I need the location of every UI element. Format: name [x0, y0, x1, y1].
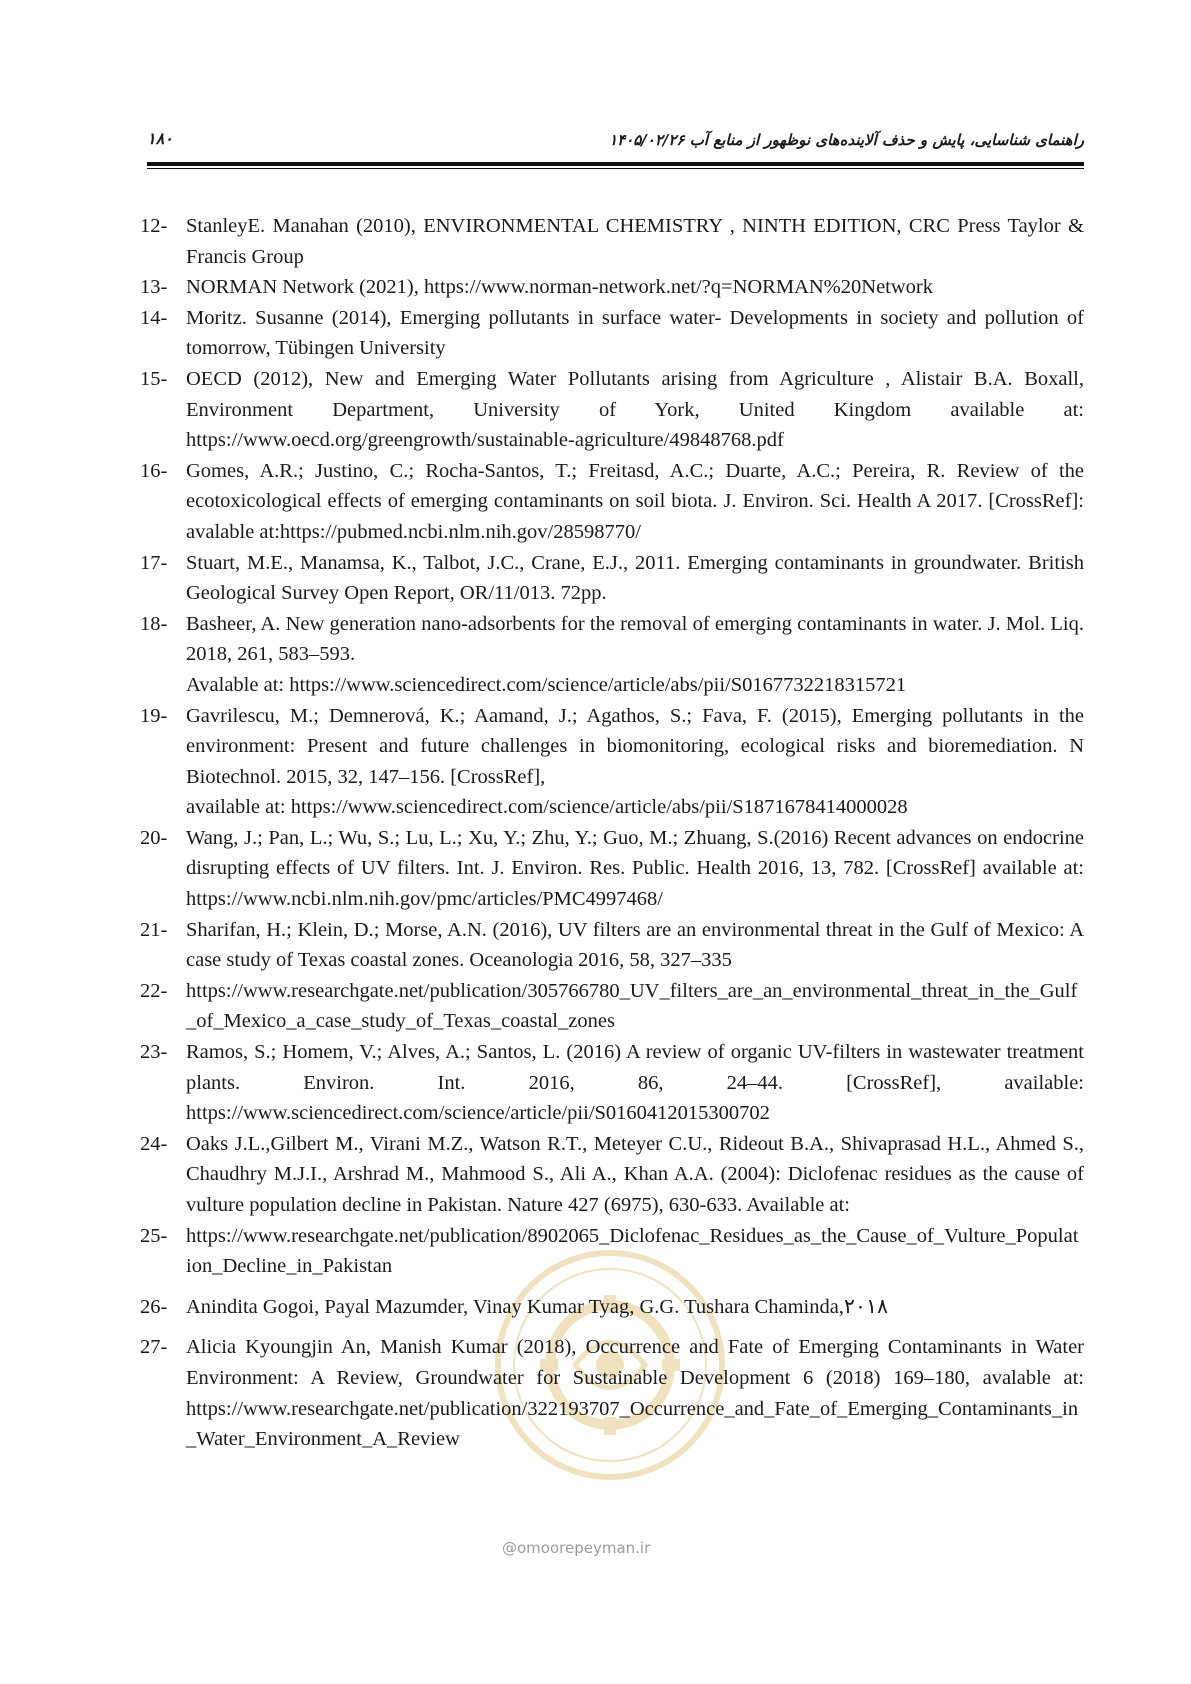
reference-item — [140, 609, 1084, 701]
reference-text: StanleyE. Manahan (2010), ENVIRONMENTAL CHEMISTRY , NINTH EDITION, CRC Press Taylor & Francis Group — [186, 215, 1084, 268]
reference-number: 24- — [140, 1132, 168, 1155]
reference-number: 23- — [140, 1041, 168, 1064]
reference-text: Basheer, A. New generation nano-adsorbents for the removal of emerging contaminants in water. J. Mol. Liq. 2018, 261, 583–593. — [186, 612, 1084, 666]
reference-item — [140, 303, 1084, 364]
reference-item — [140, 1129, 1084, 1221]
reference-number: 17- — [140, 551, 168, 574]
reference-text: Sharifan, H.; Klein, D.; Morse, A.N. (2016), UV filters are an environmental threat in the Gulf of Mexico: A case study of Texas coastal zones. Oceanologia 2016, 58, 327–335 — [186, 918, 1084, 972]
reference-number: 22- — [140, 979, 168, 1002]
reference-link: Avalable at: https://www.sciencedirect.com/science/article/abs/pii/S0167732218315721 — [186, 673, 907, 696]
reference-number: 16- — [140, 459, 168, 482]
header-rule-thick — [147, 162, 1084, 166]
page-header — [147, 125, 1084, 155]
reference-item — [140, 1037, 1084, 1129]
reference-list — [140, 211, 1084, 1465]
reference-item — [140, 915, 1084, 976]
reference-item — [140, 1221, 1084, 1282]
reference-number: 14- — [140, 306, 168, 329]
reference-text: Stuart, M.E., Manamsa, K., Talbot, J.C., Crane, E.J., 2011. Emerging contaminants in groundwater. British Geological Survey Open Report, OR/11/013. 72pp. — [186, 551, 1084, 605]
reference-item — [140, 701, 1084, 823]
reference-text: Gomes, A.R.; Justino, C.; Rocha-Santos, T.; Freitasd, A.C.; Duarte, A.C.; Pereira, R. Review of the ecotoxicological effects of emerging contaminants on soil biota. J. Environ. Sci. Health A 2017. [CrossRef]: avalable at:https://pubmed.ncbi.nlm.nih.gov/28598770/ — [186, 459, 1084, 543]
reference-item — [140, 1292, 1084, 1323]
reference-item — [140, 1332, 1084, 1454]
reference-item — [140, 456, 1084, 548]
reference-number: 12- — [140, 215, 168, 237]
reference-number: 18- — [140, 612, 168, 635]
watermark-site-text: @omoorepeyman.ir — [502, 1539, 651, 1557]
reference-text: Moritz. Susanne (2014), Emerging pollutants in surface water- Developments in society and pollution of tomorrow, Tübingen University — [186, 306, 1084, 360]
reference-number: 25- — [140, 1224, 168, 1247]
reference-text: NORMAN Network (2021), https://www.norman-network.net/?q=NORMAN%20Network — [186, 276, 933, 299]
reference-item — [140, 364, 1084, 456]
reference-item — [140, 211, 1084, 272]
reference-text: Oaks J.L.,Gilbert M., Virani M.Z., Watson R.T., Meteyer C.U., Rideout B.A., Shivaprasad H.L., Ahmed S., Chaudhry M.J.I., Arshrad M., Mahmood S., Ali A., Khan A.A. (2004): Diclofenac residues as the cause of vulture population decline in Pakistan. Nature 427 (6975), 630-633. Available at: — [186, 1132, 1084, 1216]
reference-number: 15- — [140, 367, 168, 390]
reference-text: Anindita Gogoi, Payal Mazumder, Vinay Kumar Tyag, G.G. Tushara Chaminda,۲۰۱۸ — [186, 1295, 888, 1318]
reference-text: https://www.researchgate.net/publication/305766780_UV_filters_are_an_environmental_threat_in_the_Gulf_of_Mexico_a_case_study_of_Texas_coastal_zones — [186, 979, 1078, 1033]
reference-item — [140, 823, 1084, 915]
reference-number: 13- — [140, 276, 168, 299]
reference-text: Ramos, S.; Homem, V.; Alves, A.; Santos, L. (2016) A review of organic UV-filters in wastewater treatment plants. Environ. Int. 2016, 86, 24–44. [CrossRef], available: https://www.sciencedirect.com/science/article/pii/S0160412015300702 — [186, 1041, 1084, 1125]
reference-number: 21- — [140, 918, 168, 941]
reference-number: 19- — [140, 704, 168, 727]
header-rule-thin — [147, 168, 1084, 169]
reference-text: https://www.researchgate.net/publication/8902065_Diclofenac_Residues_as_the_Cause_of_Vulture_Population_Decline_in_Pakistan — [186, 1224, 1079, 1278]
reference-text: Gavrilescu, M.; Demnerová, K.; Aamand, J.; Agathos, S.; Fava, F. (2015), Emerging pollutants in the environment: Present and future challenges in biomonitoring, ecological risks and bioremediation. N Biotechnol. 2015, 32, 147–156. [CrossRef], — [186, 704, 1084, 788]
reference-item — [140, 272, 1084, 303]
reference-number: 20- — [140, 826, 168, 849]
reference-link: available at: https://www.sciencedirect.com/science/article/abs/pii/S1871678414000028 — [186, 796, 908, 819]
page-number: ۱۸۰ — [147, 129, 173, 148]
reference-number: 27- — [140, 1336, 168, 1359]
reference-text: Alicia Kyoungjin An, Manish Kumar (2018), Occurrence and Fate of Emerging Contaminants in Water Environment: A Review, Groundwater for Sustainable Development 6 (2018) 169–180, avalable at: https://www.researchgate.net/publication/322193707_Occurrence_and_Fate_of_Emerging_Contaminants_in_Water_Environment_A_Review — [186, 1336, 1084, 1451]
reference-text: OECD (2012), New and Emerging Water Pollutants arising from Agriculture , Alistair B.A. Boxall, Environment Department, University of York, United Kingdom available at: https://www.oecd.org/greengrowth/sustainable-agriculture/49848768.pdf — [186, 367, 1084, 452]
reference-text: Wang, J.; Pan, L.; Wu, S.; Lu, L.; Xu, Y.; Zhu, Y.; Guo, M.; Zhuang, S.(2016) Recent advances on endocrine disrupting effects of UV filters. Int. J. Environ. Res. Public. Health 2016, 13, 782. [CrossRef] available at: https://www.ncbi.nlm.nih.gov/pmc/articles/PMC4997468/ — [186, 826, 1084, 911]
running-title: راهنمای شناسایی، پایش و حذف آلاینده‌های نوظهور از منابع آب ۱۴۰۵/۰۲/۲۶ — [609, 131, 1084, 149]
reference-item — [140, 976, 1084, 1037]
reference-item — [140, 548, 1084, 609]
reference-number: 26- — [140, 1295, 168, 1318]
